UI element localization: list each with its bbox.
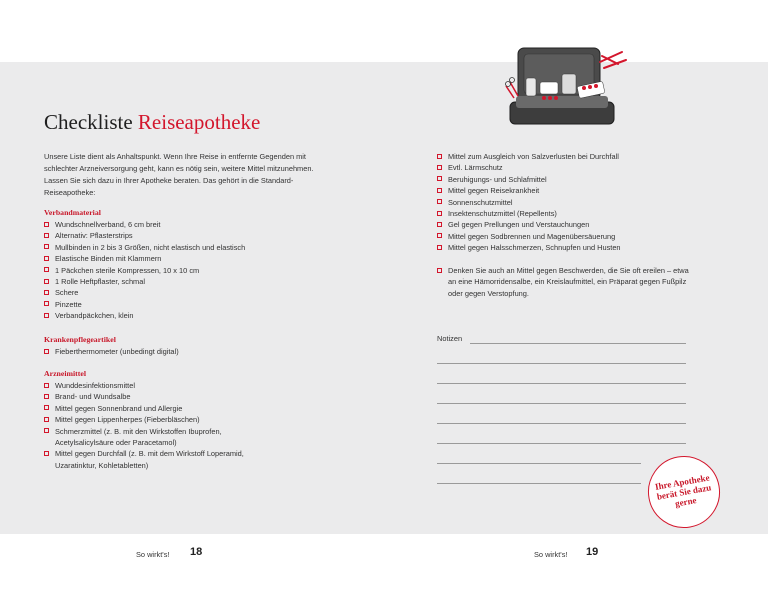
notes-line[interactable]	[470, 343, 686, 344]
checkbox[interactable]	[44, 301, 49, 306]
checklist-item[interactable]: Wundschnellverband, 6 cm breit	[44, 219, 344, 230]
page-number-right: 19	[586, 546, 599, 558]
checkbox[interactable]	[437, 154, 442, 159]
checklist-item[interactable]: Denken Sie auch an Mittel gegen Beschwerden, die Sie oft ereilen – etwa an eine Hämorridensalbe, ein Kreislaufmittel, ein Präparat gegen Fußpilz oder gegen Verstopfung.	[437, 265, 689, 299]
checklist-item[interactable]: Pinzette	[44, 299, 344, 310]
checklist-right-column	[437, 151, 707, 254]
checkbox[interactable]	[437, 222, 442, 227]
notes-line[interactable]	[437, 423, 686, 424]
checklist-item[interactable]: Mittel zum Ausgleich von Salzverlusten bei Durchfall	[437, 151, 707, 162]
checklist-item[interactable]: Mittel gegen Reisekrankheit	[437, 185, 707, 196]
notes-label: Notizen	[437, 334, 463, 343]
checkbox[interactable]	[44, 290, 49, 295]
footer-text-right: So wirkt's!	[534, 550, 568, 559]
checkbox[interactable]	[44, 313, 49, 318]
checkbox[interactable]	[437, 268, 442, 273]
checkbox[interactable]	[44, 233, 49, 238]
checklist-item[interactable]: 1 Päckchen sterile Kompressen, 10 x 10 cm	[44, 265, 344, 276]
notes-line[interactable]	[437, 383, 686, 384]
checkbox[interactable]	[44, 349, 49, 354]
notes-line[interactable]	[437, 463, 641, 464]
checklist-item[interactable]: 1 Rolle Heftpflaster, schmal	[44, 276, 344, 287]
checklist-item[interactable]: Gel gegen Prellungen und Verstauchungen	[437, 219, 707, 230]
checkbox[interactable]	[44, 383, 49, 388]
badge-text: Ihre Apotheke berät Sie dazu gerne	[654, 472, 712, 509]
checklist-item[interactable]: Brand- und Wundsalbe	[44, 391, 279, 402]
checkbox[interactable]	[437, 188, 442, 193]
section-heading-arzneimittel: Arzneimittel	[44, 369, 86, 378]
page-number-left: 18	[190, 546, 203, 558]
checklist-krankenpflegeartikel	[44, 346, 344, 357]
suitcase-icon	[506, 48, 627, 124]
checklist-item[interactable]: Mittel gegen Sodbrennen und Magenübersäuerung	[437, 231, 707, 242]
checklist-item[interactable]: Evtl. Lärmschutz	[437, 162, 707, 173]
checklist-item[interactable]: Verbandpäckchen, klein	[44, 310, 344, 321]
checkbox[interactable]	[44, 267, 49, 272]
checkbox[interactable]	[44, 256, 49, 261]
checklist-item[interactable]: Sonnenschutzmittel	[437, 197, 707, 208]
checklist-item[interactable]: Schmerzmittel (z. B. mit den Wirkstoffen Ibuprofen, Acetylsalicylsäure oder Paracetamol)	[44, 426, 279, 449]
page-title	[44, 110, 260, 135]
checklist-item[interactable]: Alternativ: Pflasterstrips	[44, 230, 344, 241]
title-accent: Reiseapotheke	[137, 110, 261, 134]
reminder-note	[437, 265, 689, 299]
checklist-item[interactable]: Mittel gegen Halsschmerzen, Schnupfen und Husten	[437, 242, 707, 253]
checkbox[interactable]	[44, 244, 49, 249]
checkbox[interactable]	[44, 405, 49, 410]
title-main: Checkliste	[44, 110, 133, 134]
checkbox[interactable]	[44, 394, 49, 399]
checkbox[interactable]	[44, 417, 49, 422]
checklist-item[interactable]: Beruhigungs- und Schlafmittel	[437, 174, 707, 185]
checklist-item[interactable]: Elastische Binden mit Klammern	[44, 253, 344, 264]
section-heading-verbandmaterial: Verbandmaterial	[44, 208, 101, 217]
checkbox[interactable]	[437, 211, 442, 216]
checklist-item[interactable]: Insektenschutzmittel (Repellents)	[437, 208, 707, 219]
section-heading-krankenpflegeartikel: Krankenpflegeartikel	[44, 335, 116, 344]
checklist-item[interactable]: Mullbinden in 2 bis 3 Größen, nicht elastisch und elastisch	[44, 242, 344, 253]
checklist-item[interactable]: Schere	[44, 287, 344, 298]
notes-line[interactable]	[437, 443, 686, 444]
checkbox[interactable]	[44, 222, 49, 227]
checkbox[interactable]	[44, 279, 49, 284]
checkbox[interactable]	[437, 199, 442, 204]
checklist-verbandmaterial	[44, 219, 344, 322]
checklist-arzneimittel	[44, 380, 279, 471]
checklist-item[interactable]: Mittel gegen Durchfall (z. B. mit dem Wirkstoff Loperamid, Uzaratinktur, Kohletabletten)	[44, 448, 279, 471]
suitcase-illustration	[500, 38, 632, 134]
checkbox[interactable]	[437, 165, 442, 170]
checklist-item[interactable]: Mittel gegen Sonnenbrand und Allergie	[44, 403, 279, 414]
notes-line[interactable]	[437, 483, 641, 484]
checkbox[interactable]	[437, 233, 442, 238]
checkbox[interactable]	[437, 245, 442, 250]
footer-text-left: So wirkt's!	[136, 550, 170, 559]
checklist-item[interactable]: Mittel gegen Lippenherpes (Fieberbläschen)	[44, 414, 279, 425]
notes-line[interactable]	[437, 363, 686, 364]
checkbox[interactable]	[437, 176, 442, 181]
notes-line[interactable]	[437, 403, 686, 404]
checklist-item[interactable]: Fieberthermometer (unbedingt digital)	[44, 346, 344, 357]
checkbox[interactable]	[44, 428, 49, 433]
checklist-item[interactable]: Wunddesinfektionsmittel	[44, 380, 279, 391]
intro-paragraph: Unsere Liste dient als Anhaltspunkt. Wenn Ihre Reise in entfernte Gegenden mit schlechter Arzneiversorgung geht, kann es nötig sein, weitere Mittel mitzunehmen. Lassen Sie sich dazu in Ihrer Apotheke beraten. Das gehört in die Standard-Reiseapotheke:	[44, 152, 314, 197]
checkbox[interactable]	[44, 451, 49, 456]
